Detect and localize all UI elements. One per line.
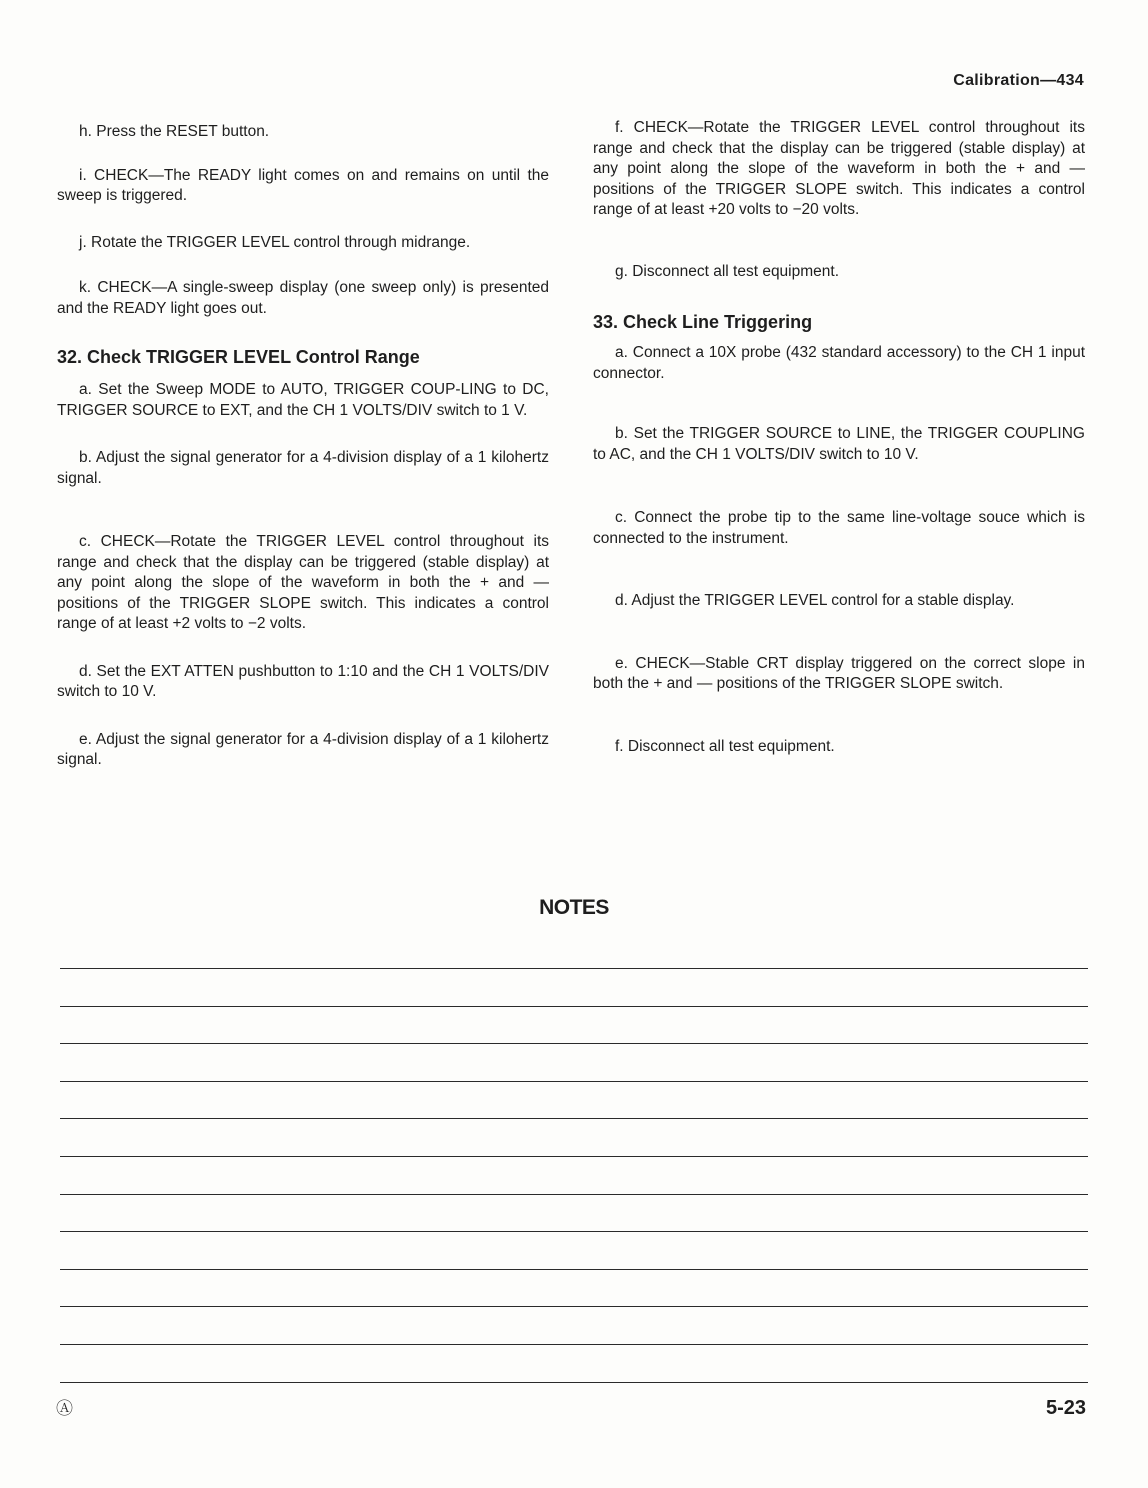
step-32-a: a. Set the Sweep MODE to AUTO, TRIGGER COUP-LING to DC, TRIGGER SOURCE to EXT, and the CH 1 VOLTS/DIV switch to 1 V.	[57, 381, 549, 419]
step-32-g: g. Disconnect all test equipment.	[615, 262, 840, 280]
step-32-c: c. CHECK—Rotate the TRIGGER LEVEL control throughout its range and check that the display can be triggered (stable display) at any point along the slope of the waveform in both the + and — positions of the TRIGGER SLOPE switch. This indicates a control range of at least +2 volts to −2 volts.	[57, 533, 549, 632]
notes-line	[60, 968, 1088, 969]
right-column	[593, 118, 1085, 757]
step-33-b: b. Set the TRIGGER SOURCE to LINE, the TRIGGER COUPLING to AC, and the CH 1 VOLTS/DIV switch to 10 V.	[593, 425, 1085, 463]
step-33-d: d. Adjust the TRIGGER LEVEL control for a stable display.	[615, 592, 1015, 609]
step-33-f: f. Disconnect all test equipment.	[615, 737, 835, 755]
notes-title: NOTES	[539, 896, 609, 919]
notes-line	[60, 1156, 1088, 1157]
notes-line	[60, 1081, 1088, 1082]
step-32-b: b. Adjust the signal generator for a 4-division display of a 1 kilohertz signal.	[57, 449, 549, 487]
section-32-heading: 32. Check TRIGGER LEVEL Control Range	[57, 347, 420, 367]
step-j: j. Rotate the TRIGGER LEVEL control through midrange.	[79, 233, 471, 251]
section-33-heading: 33. Check Line Triggering	[593, 312, 813, 332]
step-33-e: e. CHECK—Stable CRT display triggered on the correct slope in both the + and — positions of the TRIGGER SLOPE switch.	[593, 654, 1085, 692]
notes-line	[60, 1344, 1088, 1345]
step-k: k. CHECK—A single-sweep display (one sweep only) is presented and the READY light goes out.	[57, 279, 549, 317]
step-32-e: e. Adjust the signal generator for a 4-division display of a 1 kilohertz signal.	[57, 730, 549, 768]
notes-line	[60, 1269, 1088, 1270]
step-33-a: a. Connect a 10X probe (432 standard accessory) to the CH 1 input connector.	[593, 344, 1085, 382]
step-i: i. CHECK—The READY light comes on and remains on until the sweep is triggered.	[57, 166, 549, 204]
notes-line	[60, 1118, 1088, 1119]
notes-line	[60, 1382, 1088, 1383]
step-32-f: f. CHECK—Rotate the TRIGGER LEVEL control throughout its range and check that the display can be triggered (stable display) at any point along the slope of the waveform in both the + and — positions of the TRIGGER SLOPE switch. This indicates a control range of at least +20 volts to −20 volts.	[593, 119, 1085, 218]
running-header: Calibration—434	[953, 72, 1084, 89]
left-column	[57, 118, 549, 771]
page-number: 5-23	[1045, 1397, 1086, 1419]
notes-line	[60, 1306, 1088, 1307]
notes-line	[60, 1231, 1088, 1232]
notes-line	[60, 1043, 1088, 1044]
notes-line	[60, 1006, 1088, 1007]
step-33-c: c. Connect the probe tip to the same line-voltage souce which is connected to the instrument.	[593, 509, 1085, 547]
notes-line	[60, 1194, 1088, 1195]
step-32-d: d. Set the EXT ATTEN pushbutton to 1:10 and the CH 1 VOLTS/DIV switch to 10 V.	[57, 662, 549, 700]
revision-mark: Ⓐ	[56, 1399, 73, 1418]
notes-lines	[60, 968, 1088, 1419]
step-h: h. Press the RESET button.	[79, 123, 270, 140]
